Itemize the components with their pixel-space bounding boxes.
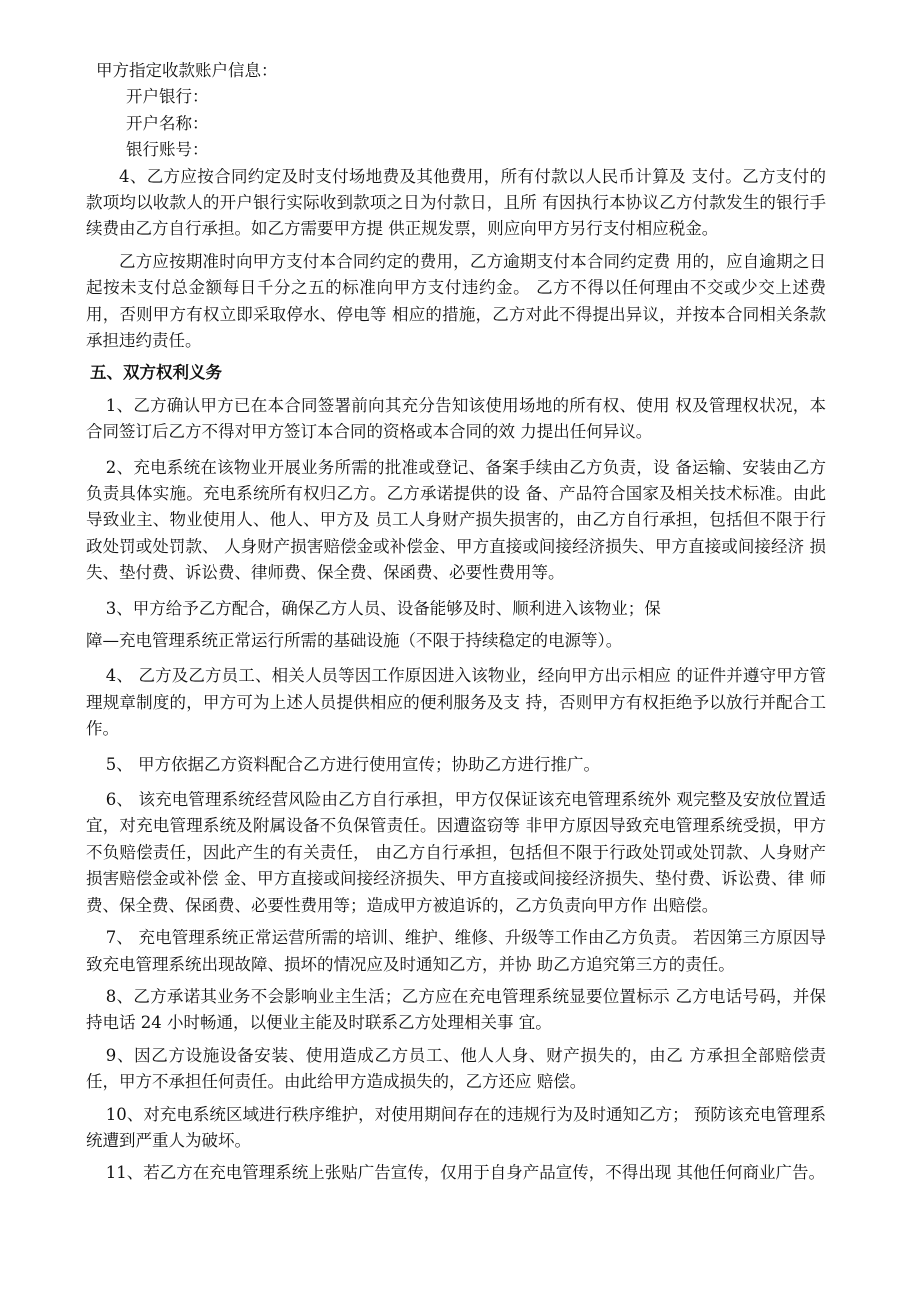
section-5-item-10: 10、对充电系统区域进行秩序维护，对使用期间存在的违规行为及时通知乙方； 预防该充电管理系统遭到严重人为破坏。 — [86, 1104, 826, 1150]
section-5-item-7: 7、 充电管理系统正常运营所需的培训、维护、维修、升级等工作由乙方负责。 若因第三方原因导致充电管理系统出现故障、损坏的情况应及时通知乙方，并协 助乙方追究第三方的责任。 — [86, 928, 826, 974]
section-5-heading: 五、双方权利义务 — [90, 363, 222, 383]
account-name: 开户名称： — [126, 113, 209, 133]
section-5-item-1: 1、乙方确认甲方已在本合同签署前向其充分告知该使用场地的所有权、使用 权及管理权状况，本合同签订后乙方不得对甲方签订本合同的资格或本合同的效 力提出任何异议。 — [86, 395, 826, 442]
payment-clause-4: 4、乙方应按合同约定及时支付场地费及其他费用，所有付款以人民币计算及 支付。乙方支付的款项均以收款人的开户银行实际收到款项之日为付款日，且所 有因执行本协议乙方付款发生的银行手续费由乙方自行承担。如乙方需要甲方提 供正规发票，则应向甲方另行支付相应税金。 — [86, 166, 826, 239]
late-payment-clause: 乙方应按期准时向甲方支付本合同约定的费用，乙方逾期支付本合同约定费 用的，应自逾期之日起按未支付总金额每日千分之五的标准向甲方支付违约金。 乙方不得以任何理由不交或少交上述费用，否则甲方有权立即采取停水、停电等 相应的措施，乙方对此不得提出异议，并按本合同相关条款承担违约责任。 — [86, 251, 826, 350]
section-5-item-9: 9、因乙方设施设备安装、使用造成乙方员工、他人人身、财产损失的，由乙 方承担全部赔偿责任，甲方不承担任何责任。由此给甲方造成损失的，乙方还应 赔偿。 — [86, 1045, 826, 1092]
section-5-item-8: 8、乙方承诺其业务不会影响业主生活；乙方应在充电管理系统显要位置标示 乙方电话号码，并保持电话 24 小时畅通，以便业主能及时联系乙方处理相关事 宜。 — [86, 986, 826, 1033]
section-5-item-11: 11、若乙方在充电管理系统上张贴广告宣传，仅用于自身产品宣传，不得出现 其他任何商业广告。 — [105, 1163, 826, 1183]
section-5-item-4: 4、 乙方及乙方员工、相关人员等因工作原因进入该物业，经向甲方出示相应 的证件并遵守甲方管理规章制度的，甲方可为上述人员提供相应的便利服务及支 持，否则甲方有权拒绝予以放行并配合工作。 — [86, 666, 826, 739]
section-5-item-5: 5、 甲方依据乙方资料配合乙方进行使用宣传；协助乙方进行推广。 — [105, 754, 601, 774]
contract-page — [86, 58, 826, 1187]
section-5-item-6: 6、 该充电管理系统经营风险由乙方自行承担，甲方仅保证该充电管理系统外 观完整及安放位置适宜，对充电管理系统及附属设备不负保管责任。因遭盗窃等 非甲方原因导致充电管理系统受损，甲方不负赔偿责任，因此产生的有关责任， 由乙方自行承担，包括但不限于行政处罚或处罚款、人身财产损害赔偿金或补偿 金、甲方直接或间接经济损失、甲方直接或间接经济损失、垫付费、诉讼费、律 师费、保全费、保函费、必要性费用等；造成甲方被追诉的，乙方负责向甲方作 出赔偿。 — [86, 790, 826, 915]
section-5-item-2: 2、充电系统在该物业开展业务所需的批准或登记、备案手续由乙方负责，设 备运输、安装由乙方负责具体实施。充电系统所有权归乙方。乙方承诺提供的设 备、产品符合国家及相关技术标准。由此导致业主、物业使用人、他人、甲方及 员工人身财产损失损害的，由乙方自行承担，包括但不限于行政处罚或处罚款、 人身财产损害赔偿金或补偿金、甲方直接或间接经济损失、甲方直接或间接经济 损失、垫付费、诉讼费、律师费、保全费、保函费、必要性费用等。 — [86, 457, 826, 583]
section-5-item-3-cont: 障—充电管理系统正常运行所需的基础设施（不限于持续稳定的电源等）。 — [86, 631, 623, 651]
account-title: 甲方指定收款账户信息： — [96, 61, 278, 80]
section-5-item-3: 3、甲方给予乙方配合，确保乙方人员、设备能够及时、顺利进入该物业；保 — [105, 598, 661, 618]
account-number: 银行账号： — [126, 140, 209, 160]
account-bank: 开户银行： — [126, 87, 209, 107]
